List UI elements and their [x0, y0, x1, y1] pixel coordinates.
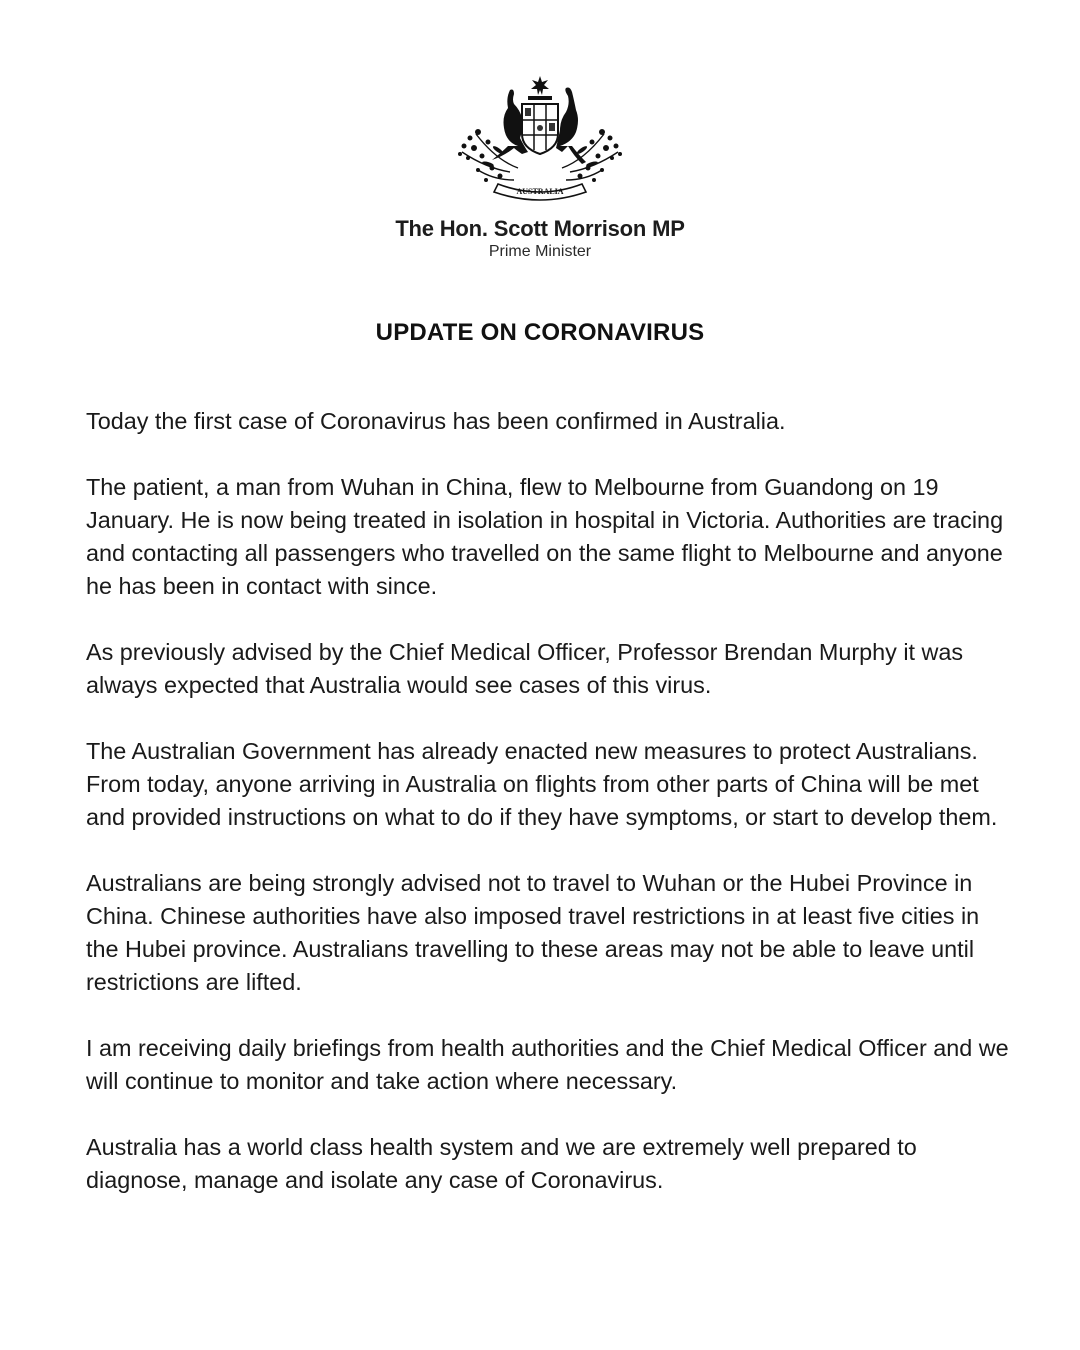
document-body	[86, 405, 1016, 1230]
document-title: UPDATE ON CORONAVIRUS	[375, 319, 705, 346]
paragraph: The patient, a man from Wuhan in China, flew to Melbourne from Guandong on 19 January. He is now being treated in isolation in hospital in Victoria. Authorities are tracing and contacting all passengers who travelled on the same flight to Melbourne and anyone he has been in contact with since.	[86, 474, 1004, 599]
crest-motto: AUSTRALIA	[516, 187, 564, 196]
paragraph: I am receiving daily briefings from health authorities and the Chief Medical Officer and we will continue to monitor and take action where necessary.	[86, 1035, 1009, 1094]
paragraph: The Australian Government has already enacted new measures to protect Australians. From today, anyone arriving in Australia on flights from other parts of China will be met and provided instructions on what to do if they have symptoms, or start to develop them.	[86, 738, 998, 830]
paragraph: Today the first case of Coronavirus has been confirmed in Australia.	[86, 408, 786, 434]
paragraph: Australians are being strongly advised not to travel to Wuhan or the Hubei Province in China. Chinese authorities have also imposed travel restrictions in at least five cities in the Hubei province. Australians travelling to these areas may not be able to leave until restrictions are lifted.	[86, 870, 980, 995]
minister-name: The Hon. Scott Morrison MP	[395, 216, 685, 241]
commonwealth-star-icon	[531, 76, 549, 95]
paragraph: Australia has a world class health system and we are extremely well prepared to diagnose, manage and isolate any case of Coronavirus.	[86, 1134, 917, 1193]
paragraph: As previously advised by the Chief Medical Officer, Professor Brendan Murphy it was always expected that Australia would see cases of this virus.	[86, 639, 964, 698]
australian-coat-of-arms-icon	[448, 72, 632, 202]
minister-role: Prime Minister	[488, 243, 592, 260]
